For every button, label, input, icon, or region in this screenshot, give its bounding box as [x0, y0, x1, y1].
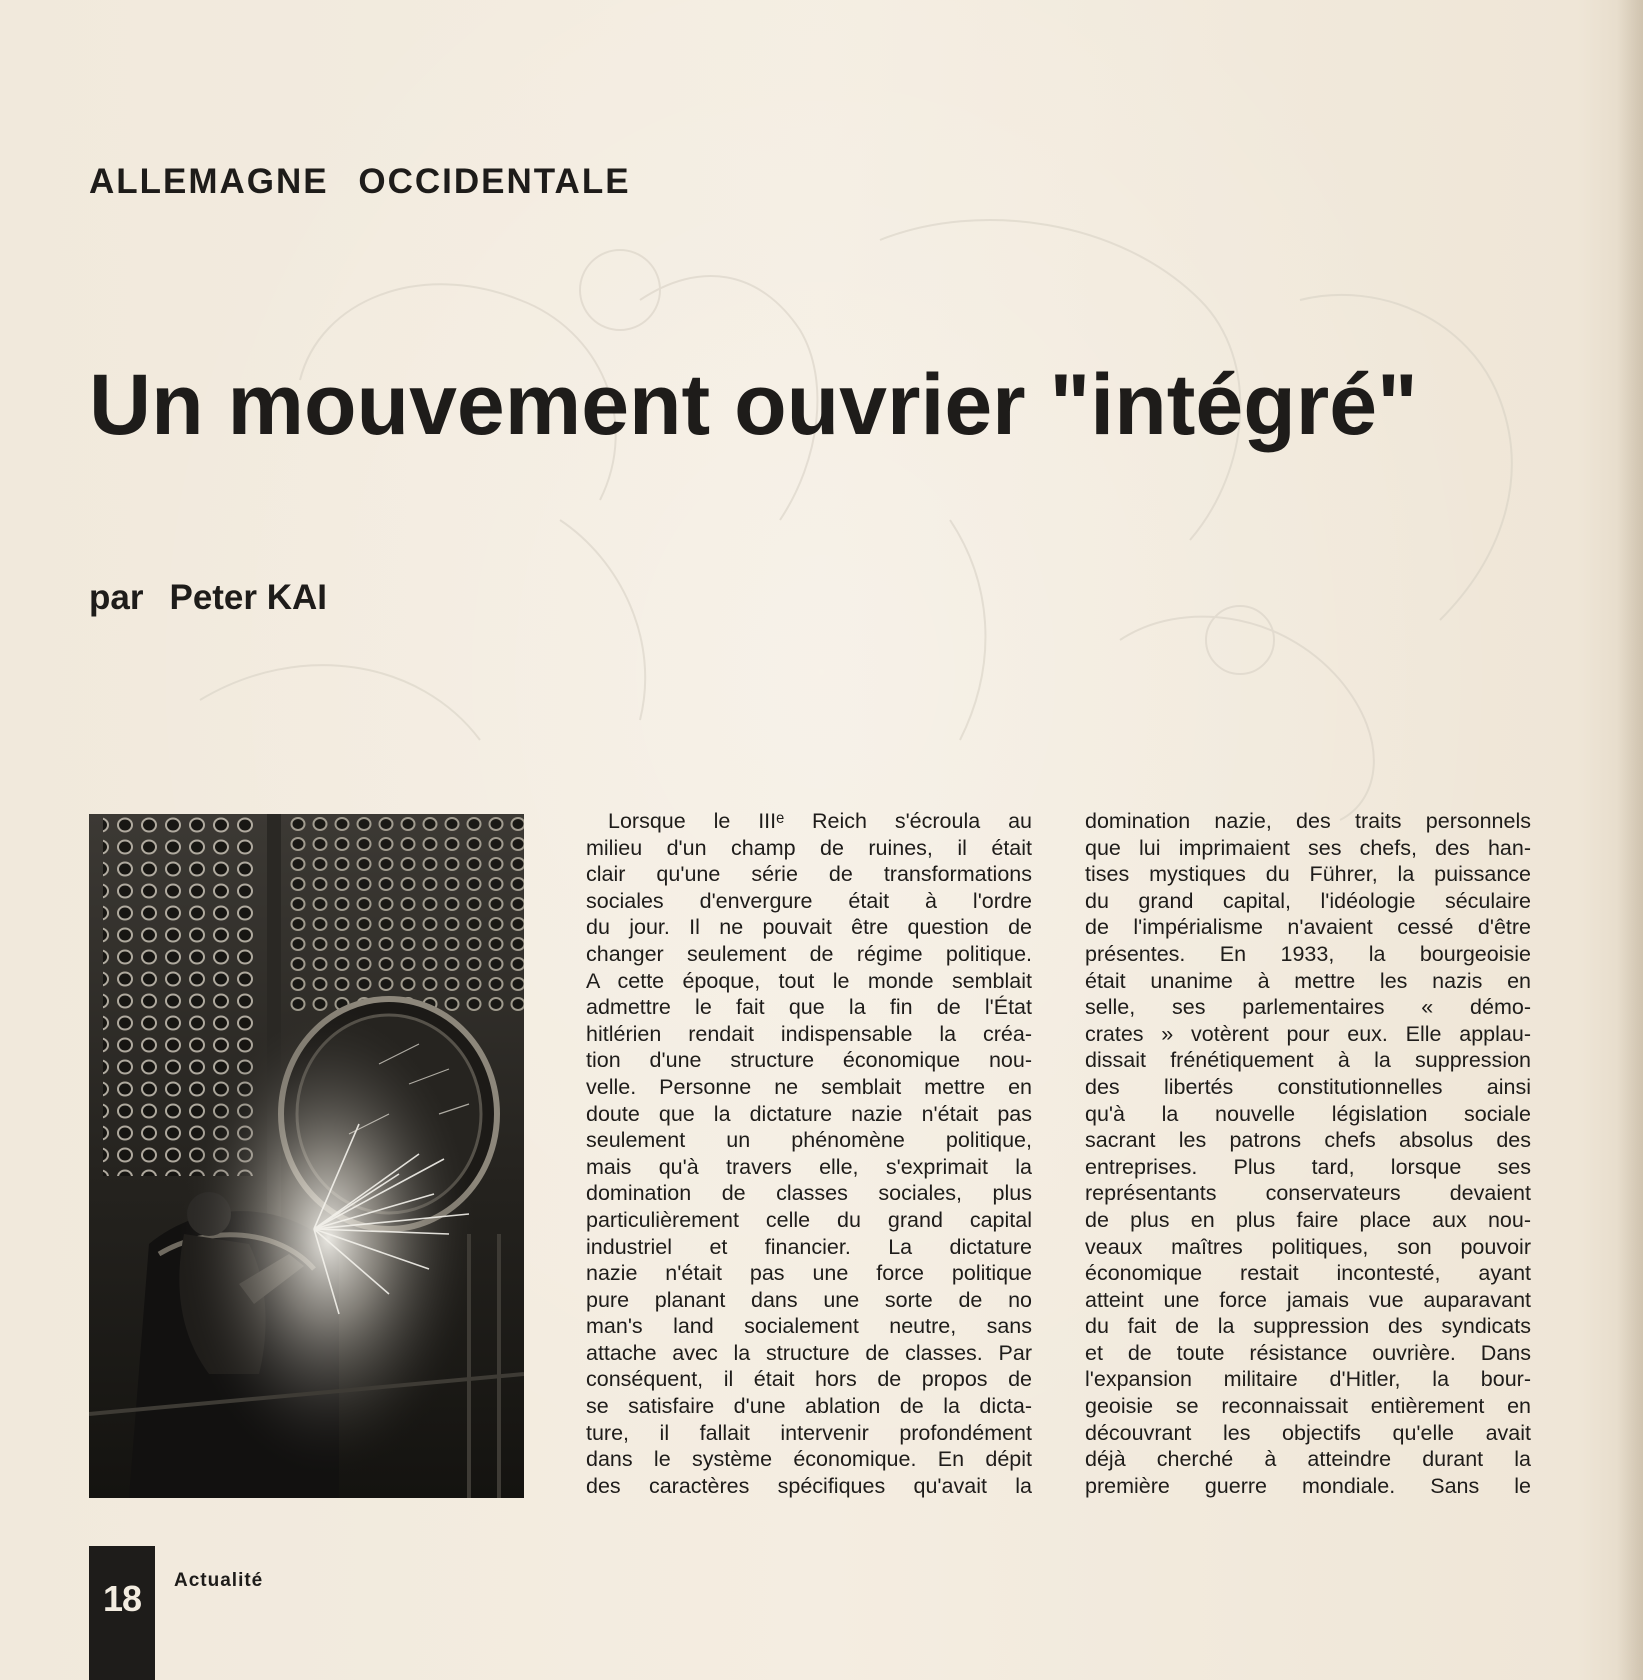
- column-2-line: de l'impérialisme n'avaient cessé d'être: [1085, 915, 1531, 940]
- photo-illustration: [89, 814, 524, 1498]
- column-2-line: première guerre mondiale. Sans le: [1085, 1473, 1531, 1498]
- column-2-line: domination nazie, des traits personnels: [1085, 809, 1531, 833]
- column-1-line: sociales d'envergure était à l'ordre: [586, 888, 1032, 913]
- column-1-line: domination de classes sociales, plus: [586, 1181, 1032, 1206]
- column-2-line: économique restait incontesté, ayant: [1085, 1261, 1531, 1286]
- column-2-line: veaux maîtres politiques, son pouvoir: [1085, 1234, 1531, 1259]
- column-1-line: tion d'une structure économique nou-: [586, 1048, 1032, 1073]
- column-2-line: entreprises. Plus tard, lorsque ses: [1085, 1154, 1531, 1179]
- column-2-line: qu'à la nouvelle législation sociale: [1085, 1101, 1531, 1126]
- column-2-line: déjà cherché à atteindre durant la: [1085, 1447, 1531, 1472]
- column-2-line: du grand capital, l'idéologie séculaire: [1085, 888, 1531, 913]
- column-1-line: admettre le fait que la fin de l'État: [586, 995, 1032, 1020]
- column-2-line: que lui imprimaient ses chefs, des han-: [1085, 835, 1531, 860]
- column-1-line: pure planant dans une sorte de no: [586, 1287, 1032, 1312]
- welder-sparks-photo: [89, 814, 524, 1498]
- column-2-line: découvrant les objectifs qu'elle avait: [1085, 1420, 1531, 1445]
- column-1-line: conséquent, il était hors de propos de: [586, 1367, 1032, 1392]
- column-1-line: attache avec la structure de classes. Par: [586, 1340, 1032, 1365]
- column-1-line: man's land socialement neutre, sans: [586, 1314, 1032, 1339]
- column-2-line: sacrant les patrons chefs absolus des: [1085, 1128, 1531, 1153]
- article-title: Un mouvement ouvrier "intégré": [89, 357, 1418, 453]
- column-1-line: hitlérien rendait indispensable la créa-: [586, 1021, 1032, 1046]
- byline: [89, 578, 327, 618]
- column-2-line: et de toute résistance ouvrière. Dans: [1085, 1340, 1531, 1365]
- column-2-line: tises mystiques du Führer, la puissance: [1085, 862, 1531, 887]
- column-1-line: velle. Personne ne semblait mettre en: [586, 1074, 1032, 1099]
- column-1-line: ture, il fallait intervenir profondément: [586, 1420, 1032, 1445]
- section-label: Actualité: [174, 1570, 264, 1591]
- byline-prefix: par: [89, 578, 144, 617]
- section-kicker: ALLEMAGNE OCCIDENTALE: [89, 162, 631, 201]
- author-name: Peter KAI: [169, 578, 328, 617]
- column-2-line: de plus en plus faire place aux nou-: [1085, 1207, 1531, 1232]
- column-1-line: particulièrement celle du grand capital: [586, 1207, 1032, 1232]
- column-2-line: présentes. En 1933, la bourgeoisie: [1085, 941, 1531, 966]
- column-1-line: seulement un phénomène politique,: [586, 1128, 1032, 1153]
- column-1-line: nazie n'était pas une force politique: [586, 1261, 1032, 1286]
- column-1-line: industriel et financier. La dictature: [586, 1234, 1032, 1259]
- column-1-line: milieu d'un champ de ruines, il était: [586, 835, 1032, 860]
- column-2-line: était unanime à mettre les nazis en: [1085, 968, 1531, 993]
- column-1-line: doute que la dictature nazie n'était pas: [586, 1101, 1032, 1126]
- column-2-line: selle, ses parlementaires « démo-: [1085, 995, 1531, 1020]
- text-column-2: [1085, 808, 1531, 1499]
- page-number: 18: [102, 1578, 142, 1619]
- column-1-line: dans le système économique. En dépit: [586, 1447, 1032, 1472]
- column-1-line: du jour. Il ne pouvait être question de: [586, 915, 1032, 940]
- column-1-line: mais qu'à travers elle, s'exprimait la: [586, 1154, 1032, 1179]
- column-1-line: des caractères spécifiques qu'avait la: [586, 1473, 1032, 1498]
- column-2-line: du fait de la suppression des syndicats: [1085, 1314, 1531, 1339]
- column-2-line: atteint une force jamais vue auparavant: [1085, 1287, 1531, 1312]
- column-2-line: des libertés constitutionnelles ainsi: [1085, 1074, 1531, 1099]
- column-1-line: clair qu'une série de transformations: [586, 862, 1032, 887]
- text-column-1: [586, 808, 1032, 1499]
- column-1-line: se satisfaire d'une ablation de la dicta-: [586, 1394, 1032, 1419]
- column-2-line: l'expansion militaire d'Hitler, la bour-: [1085, 1367, 1531, 1392]
- column-2-line: représentants conservateurs devaient: [1085, 1181, 1531, 1206]
- page-gutter-shadow: [1617, 0, 1643, 1680]
- column-2-line: geoisie se reconnaissait entièrement en: [1085, 1394, 1531, 1419]
- column-2-line: dissait frénétiquement à la suppression: [1085, 1048, 1531, 1073]
- column-1-line: A cette époque, tout le monde semblait: [586, 968, 1032, 993]
- column-2-line: crates » votèrent pour eux. Elle applau-: [1085, 1021, 1531, 1046]
- column-1-line: changer seulement de régime politique.: [586, 941, 1032, 966]
- column-1-line: Lorsque le IIIᵉ Reich s'écroula au: [608, 809, 1032, 833]
